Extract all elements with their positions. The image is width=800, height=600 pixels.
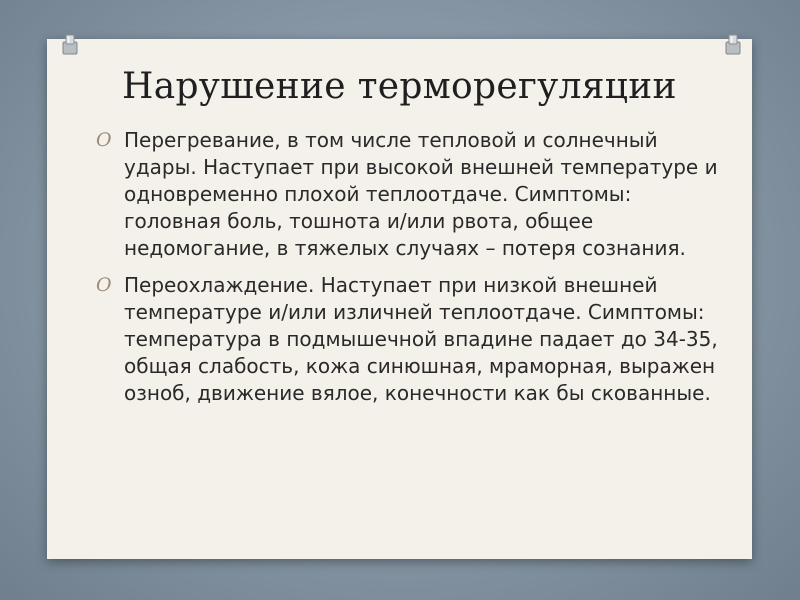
bullet-text: Перегревание, в том числе тепловой и солнечный удары. Наступает при высокой внешней температуре и одновременно плохой теплоотдаче. Симптомы: головная боль, тошнота и/или рвота, общее недомогание, в тяжелых случаях – потеря сознания. xyxy=(124,128,718,260)
bullet-marker-icon: O xyxy=(96,129,112,151)
slide-title: Нарушение терморегуляции xyxy=(122,66,677,107)
bullet-list xyxy=(96,127,726,417)
bullet-item-hypothermia xyxy=(96,272,726,407)
pushpin-icon xyxy=(723,34,743,56)
bullet-marker-icon: O xyxy=(96,274,112,296)
bullet-item-overheating xyxy=(96,127,726,262)
pushpin-icon xyxy=(60,34,80,56)
bullet-text: Переохлаждение. Наступает при низкой внешней температуре и/или изличней теплоотдаче. Симптомы: температура в подмышечной впадине падает до 34-35, общая слабость, кожа синюшная, мраморная, выражен озноб, движение вялое, конечности как бы скованные. xyxy=(124,273,718,405)
